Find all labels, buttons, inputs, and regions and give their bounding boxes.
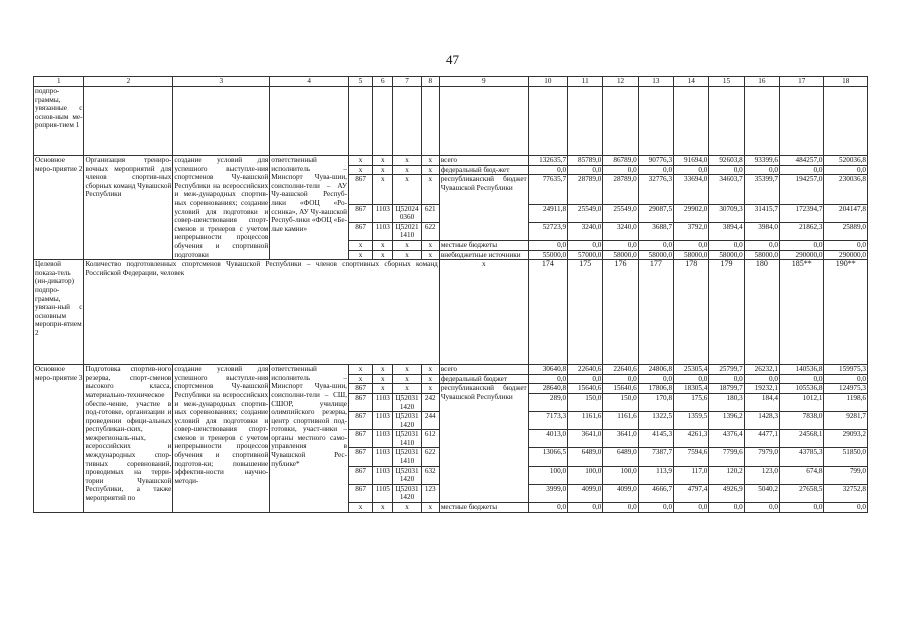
budget-code-article: Ц52021 1410 <box>393 222 421 240</box>
funding-source: федеральный бюд-жет <box>439 165 528 175</box>
value-cell: 25889,0 <box>824 222 868 240</box>
funding-source: федеральный бюджет <box>439 374 528 384</box>
event-executor: ответственный исполнитель – Минспорт Чува-шии, соисполни-тели – АУ Чу-вашской Респуб-лики «ФОЦ «Ро-ссинка», АУ Чу-вашской Респуб-лики «ФОЦ «Бе-лые камни» <box>270 156 349 260</box>
value-cell: 4666,7 <box>638 484 673 502</box>
budget-code-grbs: 867 <box>348 204 372 222</box>
empty-cell <box>373 87 393 156</box>
value-cell: 674,8 <box>780 466 824 484</box>
budget-code-article: x <box>393 175 421 204</box>
budget-code-expense: x <box>421 503 439 513</box>
value-cell: 0,0 <box>638 240 673 250</box>
column-number: 5 <box>348 77 372 87</box>
value-cell: 85789,0 <box>568 156 603 166</box>
column-number: 18 <box>824 77 868 87</box>
empty-cell <box>603 87 638 156</box>
indicator-value: 178 <box>674 260 709 365</box>
empty-cell <box>84 87 173 156</box>
event-goal: создание условий для успешного выступле-ния спортсменов Чу-вашской Республики на всероссийских и меж-дународных спортив-ных соревнованиях; создание условий для подготовки и совер-шенствования спорт-сменов и тренеров с учетом непрерывности процессов обучения и спортивной подготовки <box>174 156 269 259</box>
value-cell: 184,4 <box>744 393 779 411</box>
value-cell: 77635,7 <box>528 175 567 204</box>
value-cell: 0,0 <box>780 240 824 250</box>
value-cell: 15640,6 <box>603 384 638 394</box>
value-cell: 0,0 <box>638 165 673 175</box>
value-cell: 32776,3 <box>638 175 673 204</box>
empty-cell <box>674 87 709 156</box>
value-cell: 3688,7 <box>638 222 673 240</box>
value-cell: 0,0 <box>674 374 709 384</box>
value-cell: 124975,3 <box>824 384 868 394</box>
value-cell: 100,0 <box>603 466 638 484</box>
column-number: 16 <box>744 77 779 87</box>
budget-code-section: 1103 <box>373 393 393 411</box>
budget-code-article: x <box>393 384 421 394</box>
value-cell: 28640,8 <box>528 384 567 394</box>
budget-code-section: 1103 <box>373 430 393 448</box>
value-cell: 58000,0 <box>638 250 673 260</box>
value-cell: 19232,1 <box>744 384 779 394</box>
value-cell: 4376,4 <box>709 430 744 448</box>
empty-cell <box>780 87 824 156</box>
budget-code-section: x <box>373 384 393 394</box>
value-cell: 90776,3 <box>638 156 673 166</box>
value-cell: 0,0 <box>528 165 567 175</box>
column-number: 15 <box>709 77 744 87</box>
budget-code-article: Ц52024 0360 <box>393 204 421 222</box>
budget-code-grbs: 867 <box>348 484 372 502</box>
budget-code-grbs: 867 <box>348 430 372 448</box>
budget-code-grbs: x <box>348 156 372 166</box>
value-cell: 86789,0 <box>603 156 638 166</box>
value-cell: 105536,8 <box>780 384 824 394</box>
budget-code-section: x <box>373 365 393 375</box>
value-cell: 25799,7 <box>709 365 744 375</box>
table-body <box>34 77 868 513</box>
budget-code-expense: 242 <box>421 393 439 411</box>
value-cell: 484257,0 <box>780 156 824 166</box>
funding-source: республиканский бюджет Чувашской Республики <box>439 384 528 503</box>
value-cell: 0,0 <box>709 165 744 175</box>
value-cell: 7838,0 <box>780 412 824 430</box>
budget-code-grbs: x <box>348 250 372 260</box>
value-cell: 0,0 <box>744 374 779 384</box>
value-cell: 3999,0 <box>528 484 567 502</box>
budget-code-section: x <box>373 165 393 175</box>
budget-code-article: Ц52031 1420 <box>393 393 421 411</box>
budget-code-section: 1103 <box>373 466 393 484</box>
value-cell: 170,8 <box>638 393 673 411</box>
value-cell: 100,0 <box>528 466 567 484</box>
value-cell: 18305,4 <box>674 384 709 394</box>
value-cell: 0,0 <box>780 165 824 175</box>
value-cell: 0,0 <box>744 240 779 250</box>
empty-cell <box>638 87 673 156</box>
value-cell: 3240,0 <box>603 222 638 240</box>
value-cell: 93399,6 <box>744 156 779 166</box>
budget-code-expense: x <box>421 156 439 166</box>
value-cell: 3641,0 <box>568 430 603 448</box>
value-cell: 0,0 <box>638 503 673 513</box>
budget-code-grbs: 867 <box>348 412 372 430</box>
empty-cell <box>439 87 528 156</box>
value-cell: 5040,2 <box>744 484 779 502</box>
column-number: 3 <box>173 77 270 87</box>
budget-code-section: 1103 <box>373 204 393 222</box>
value-cell: 18799,7 <box>709 384 744 394</box>
funding-source: местные бюджеты <box>439 240 528 250</box>
column-number: 14 <box>674 77 709 87</box>
value-cell: 58000,0 <box>603 250 638 260</box>
value-cell: 29093,2 <box>824 430 868 448</box>
budget-code-grbs: x <box>348 240 372 250</box>
budget-code-section: x <box>373 250 393 260</box>
budget-code-grbs: 867 <box>348 384 372 394</box>
value-cell: 1198,6 <box>824 393 868 411</box>
budget-code-article: x <box>393 374 421 384</box>
budget-code-grbs: x <box>348 365 372 375</box>
value-cell: 0,0 <box>568 240 603 250</box>
empty-cell <box>421 87 439 156</box>
budget-code-expense: 632 <box>421 466 439 484</box>
value-cell: 27658,5 <box>780 484 824 502</box>
budget-code-expense: x <box>421 175 439 204</box>
value-cell: 31415,7 <box>744 204 779 222</box>
value-cell: 0,0 <box>780 503 824 513</box>
empty-cell <box>528 87 567 156</box>
value-cell: 1161,6 <box>568 412 603 430</box>
budget-code-expense: x <box>421 374 439 384</box>
value-cell: 7979,0 <box>744 448 779 466</box>
event-name: Основное меро-приятие 3 <box>34 365 84 513</box>
value-cell: 1359,5 <box>674 412 709 430</box>
value-cell: 1428,3 <box>744 412 779 430</box>
budget-code-grbs: 867 <box>348 175 372 204</box>
value-cell: 28789,0 <box>568 175 603 204</box>
indicator-value: 176 <box>603 260 638 365</box>
value-cell: 34603,7 <box>709 175 744 204</box>
column-number: 9 <box>439 77 528 87</box>
column-number: 12 <box>603 77 638 87</box>
value-cell: 29902,0 <box>674 204 709 222</box>
table-row <box>34 87 868 156</box>
budget-code-article: x <box>393 503 421 513</box>
value-cell: 4099,0 <box>603 484 638 502</box>
value-cell: 3984,0 <box>744 222 779 240</box>
value-cell: 4477,1 <box>744 430 779 448</box>
value-cell: 132635,7 <box>528 156 567 166</box>
value-cell: 58000,0 <box>709 250 744 260</box>
value-cell: 290000,0 <box>780 250 824 260</box>
value-cell: 7594,6 <box>674 448 709 466</box>
column-number: 1 <box>34 77 84 87</box>
value-cell: 17806,8 <box>638 384 673 394</box>
empty-cell <box>270 87 349 156</box>
value-cell: 29087,5 <box>638 204 673 222</box>
value-cell: 0,0 <box>709 503 744 513</box>
column-number: 6 <box>373 77 393 87</box>
budget-code-article: Ц52031 1420 <box>393 412 421 430</box>
budget-code-article: x <box>393 165 421 175</box>
value-cell: 0,0 <box>528 240 567 250</box>
budget-code-section: x <box>373 240 393 250</box>
budget-code-expense: 123 <box>421 484 439 502</box>
value-cell: 51850,0 <box>824 448 868 466</box>
budget-code-article: Ц52031 1410 <box>393 430 421 448</box>
value-cell: 92603,8 <box>709 156 744 166</box>
budget-code-expense: x <box>421 240 439 250</box>
value-cell: 52723,9 <box>528 222 567 240</box>
budget-code-grbs: x <box>348 165 372 175</box>
page-number: 47 <box>446 52 459 67</box>
column-number: 4 <box>270 77 349 87</box>
table-row <box>34 156 868 166</box>
event-goal: создание условий для успешного выступле-ния спортсменов Чу-вашской Республики на всероссийских и меж-дународных спортив-ных соревнованиях; создание условий для подготовки и совер-шенствования спорт-сменов и тренеров с учетом непрерывности процессов обучения и спортивной подготов-ки; повышение эффектив-ности научно-методи- <box>173 365 270 513</box>
empty-cell <box>824 87 868 156</box>
budget-code-expense: x <box>421 165 439 175</box>
empty-cell <box>348 87 372 156</box>
value-cell: 0,0 <box>603 240 638 250</box>
budget-code-expense: 244 <box>421 412 439 430</box>
indicator-mark: x <box>439 260 528 365</box>
value-cell: 4797,4 <box>674 484 709 502</box>
budget-code-section: 1103 <box>373 222 393 240</box>
value-cell: 25549,0 <box>603 204 638 222</box>
column-number: 11 <box>568 77 603 87</box>
budget-code-grbs: x <box>348 374 372 384</box>
budget-code-expense: 622 <box>421 448 439 466</box>
value-cell: 0,0 <box>638 374 673 384</box>
value-cell: 0,0 <box>528 503 567 513</box>
value-cell: 0,0 <box>744 165 779 175</box>
column-number: 13 <box>638 77 673 87</box>
budget-code-section: x <box>373 503 393 513</box>
value-cell: 21862,3 <box>780 222 824 240</box>
value-cell: 13066,5 <box>528 448 567 466</box>
budget-code-expense: 621 <box>421 204 439 222</box>
budget-code-expense: x <box>421 250 439 260</box>
value-cell: 230036,8 <box>824 175 868 204</box>
value-cell: 1396,2 <box>709 412 744 430</box>
value-cell: 3641,0 <box>603 430 638 448</box>
value-cell: 7387,7 <box>638 448 673 466</box>
value-cell: 22640,6 <box>603 365 638 375</box>
value-cell: 150,0 <box>568 393 603 411</box>
value-cell: 9281,7 <box>824 412 868 430</box>
row-label: подпро-граммы, увязанные с основ-ным ме-роприя-тием 1 <box>34 87 84 156</box>
value-cell: 0,0 <box>603 165 638 175</box>
value-cell: 55000,0 <box>528 250 567 260</box>
value-cell: 35399,7 <box>744 175 779 204</box>
budget-code-section: 1103 <box>373 448 393 466</box>
indicator-row <box>34 260 868 365</box>
empty-cell <box>744 87 779 156</box>
value-cell: 1161,6 <box>603 412 638 430</box>
indicator-value: 185** <box>780 260 824 365</box>
value-cell: 4926,9 <box>709 484 744 502</box>
value-cell: 3240,0 <box>568 222 603 240</box>
value-cell: 7173,3 <box>528 412 567 430</box>
value-cell: 0,0 <box>824 374 868 384</box>
value-cell: 0,0 <box>603 374 638 384</box>
budget-code-section: 1103 <box>373 412 393 430</box>
value-cell: 0,0 <box>709 240 744 250</box>
indicator-value: 174 <box>528 260 567 365</box>
budget-code-article: x <box>393 240 421 250</box>
value-cell: 4013,0 <box>528 430 567 448</box>
budget-code-article: Ц52031 1420 <box>393 466 421 484</box>
value-cell: 180,3 <box>709 393 744 411</box>
value-cell: 26232,1 <box>744 365 779 375</box>
empty-cell <box>173 87 270 156</box>
table-row <box>34 365 868 375</box>
funding-source: всего <box>439 156 528 166</box>
column-number: 2 <box>84 77 173 87</box>
budget-code-section: x <box>373 374 393 384</box>
column-number: 7 <box>393 77 421 87</box>
empty-cell <box>709 87 744 156</box>
funding-source: внебюджетные источники <box>439 250 528 260</box>
budget-code-grbs: 867 <box>348 393 372 411</box>
funding-source: республиканский бюджет Чувашской Республики <box>439 175 528 241</box>
funding-source: всего <box>439 365 528 375</box>
value-cell: 150,0 <box>603 393 638 411</box>
value-cell: 0,0 <box>824 165 868 175</box>
value-cell: 0,0 <box>528 374 567 384</box>
value-cell: 140536,8 <box>780 365 824 375</box>
value-cell: 6489,0 <box>603 448 638 466</box>
value-cell: 24806,8 <box>638 365 673 375</box>
value-cell: 24911,8 <box>528 204 567 222</box>
budget-code-grbs: 867 <box>348 466 372 484</box>
value-cell: 22640,6 <box>568 365 603 375</box>
value-cell: 58000,0 <box>674 250 709 260</box>
value-cell: 3792,0 <box>674 222 709 240</box>
value-cell: 0,0 <box>603 503 638 513</box>
indicator-text: Количество подготовленных спортсменов Чувашской Республики – членов спортивных сборных команд Российской Федерации, человек <box>84 260 439 365</box>
budget-code-article: x <box>393 156 421 166</box>
value-cell: 7799,6 <box>709 448 744 466</box>
value-cell: 30709,3 <box>709 204 744 222</box>
value-cell: 58000,0 <box>744 250 779 260</box>
value-cell: 159975,3 <box>824 365 868 375</box>
value-cell: 4261,3 <box>674 430 709 448</box>
value-cell: 799,0 <box>824 466 868 484</box>
indicator-value: 190** <box>824 260 868 365</box>
value-cell: 194257,0 <box>780 175 824 204</box>
budget-code-article: x <box>393 365 421 375</box>
indicator-value: 177 <box>638 260 673 365</box>
value-cell: 289,0 <box>528 393 567 411</box>
budget-code-expense: x <box>421 365 439 375</box>
budget-code-expense: x <box>421 384 439 394</box>
value-cell: 33694,0 <box>674 175 709 204</box>
value-cell: 43785,3 <box>780 448 824 466</box>
value-cell: 6489,0 <box>568 448 603 466</box>
value-cell: 123,0 <box>744 466 779 484</box>
value-cell: 91694,0 <box>674 156 709 166</box>
value-cell: 0,0 <box>674 165 709 175</box>
budget-code-article: Ц52031 1420 <box>393 484 421 502</box>
column-number: 8 <box>421 77 439 87</box>
funding-source: местные бюджеты <box>439 503 528 513</box>
value-cell: 290000,0 <box>824 250 868 260</box>
value-cell: 25305,4 <box>674 365 709 375</box>
budget-code-article: Ц52031 1410 <box>393 448 421 466</box>
value-cell: 0,0 <box>744 503 779 513</box>
value-cell: 4099,0 <box>568 484 603 502</box>
budget-code-grbs: 867 <box>348 448 372 466</box>
indicator-value: 179 <box>709 260 744 365</box>
budget-code-article: x <box>393 250 421 260</box>
event-executor: ответственный исполнитель – Минспорт Чува-шии, соисполни-тели – СШ, СШОР, училище олимпийского резерва, центр спортивной под-готовки, участ-ники – органы местного само-управления в Чувашской Рес-публике* <box>270 365 349 513</box>
value-cell: 1322,5 <box>638 412 673 430</box>
value-cell: 4145,3 <box>638 430 673 448</box>
value-cell: 25549,0 <box>568 204 603 222</box>
value-cell: 32752,8 <box>824 484 868 502</box>
value-cell: 0,0 <box>780 374 824 384</box>
column-number: 17 <box>780 77 824 87</box>
value-cell: 1012,1 <box>780 393 824 411</box>
value-cell: 0,0 <box>568 165 603 175</box>
value-cell: 15640,6 <box>568 384 603 394</box>
value-cell: 30640,8 <box>528 365 567 375</box>
budget-code-expense: 612 <box>421 430 439 448</box>
value-cell: 24568,1 <box>780 430 824 448</box>
budget-code-expense: 622 <box>421 222 439 240</box>
event-name: Основное меро-приятие 2 <box>34 156 84 260</box>
budget-code-grbs: x <box>348 503 372 513</box>
value-cell: 0,0 <box>674 240 709 250</box>
value-cell: 520036,8 <box>824 156 868 166</box>
indicator-value: 175 <box>568 260 603 365</box>
value-cell: 100,0 <box>568 466 603 484</box>
value-cell: 172394,7 <box>780 204 824 222</box>
indicator-value: 180 <box>744 260 779 365</box>
indicator-name: Целевой показа-тель (ин-дикатор) подпро-граммы, увязан-ный с основным меропри-ятием 2 <box>34 260 84 365</box>
budget-code-grbs: 867 <box>348 222 372 240</box>
value-cell: 117,0 <box>674 466 709 484</box>
value-cell: 175,6 <box>674 393 709 411</box>
value-cell: 0,0 <box>709 374 744 384</box>
column-number-row <box>34 77 868 87</box>
value-cell: 0,0 <box>568 503 603 513</box>
event-title: Подготовка спортив-ного резерва, спорт-сменов высокого класса, материально-техническое обеспе-чение, участие в под-готовке, организации и проведении офици-альных республикан-ских, межрегиональ-ных, всероссийских и международных спор-тивных соревнований, проводимых на терри-тории Чувашской Республики, а также мероприятий по <box>84 365 173 513</box>
value-cell: 3894,4 <box>709 222 744 240</box>
event-title: Организация трениро-вочных мероприятий для членов спортив-ных сборных команд Чувашской Республики <box>84 156 173 260</box>
budget-code-section: x <box>373 156 393 166</box>
value-cell: 0,0 <box>568 374 603 384</box>
empty-cell <box>393 87 421 156</box>
value-cell: 120,2 <box>709 466 744 484</box>
value-cell: 57000,0 <box>568 250 603 260</box>
value-cell: 0,0 <box>824 240 868 250</box>
value-cell: 0,0 <box>674 503 709 513</box>
budget-code-section: x <box>373 175 393 204</box>
budget-code-section: 1105 <box>373 484 393 502</box>
column-number: 10 <box>528 77 567 87</box>
value-cell: 28789,0 <box>603 175 638 204</box>
budget-table <box>33 76 868 513</box>
value-cell: 0,0 <box>824 503 868 513</box>
empty-cell <box>568 87 603 156</box>
value-cell: 204147,8 <box>824 204 868 222</box>
value-cell: 113,9 <box>638 466 673 484</box>
